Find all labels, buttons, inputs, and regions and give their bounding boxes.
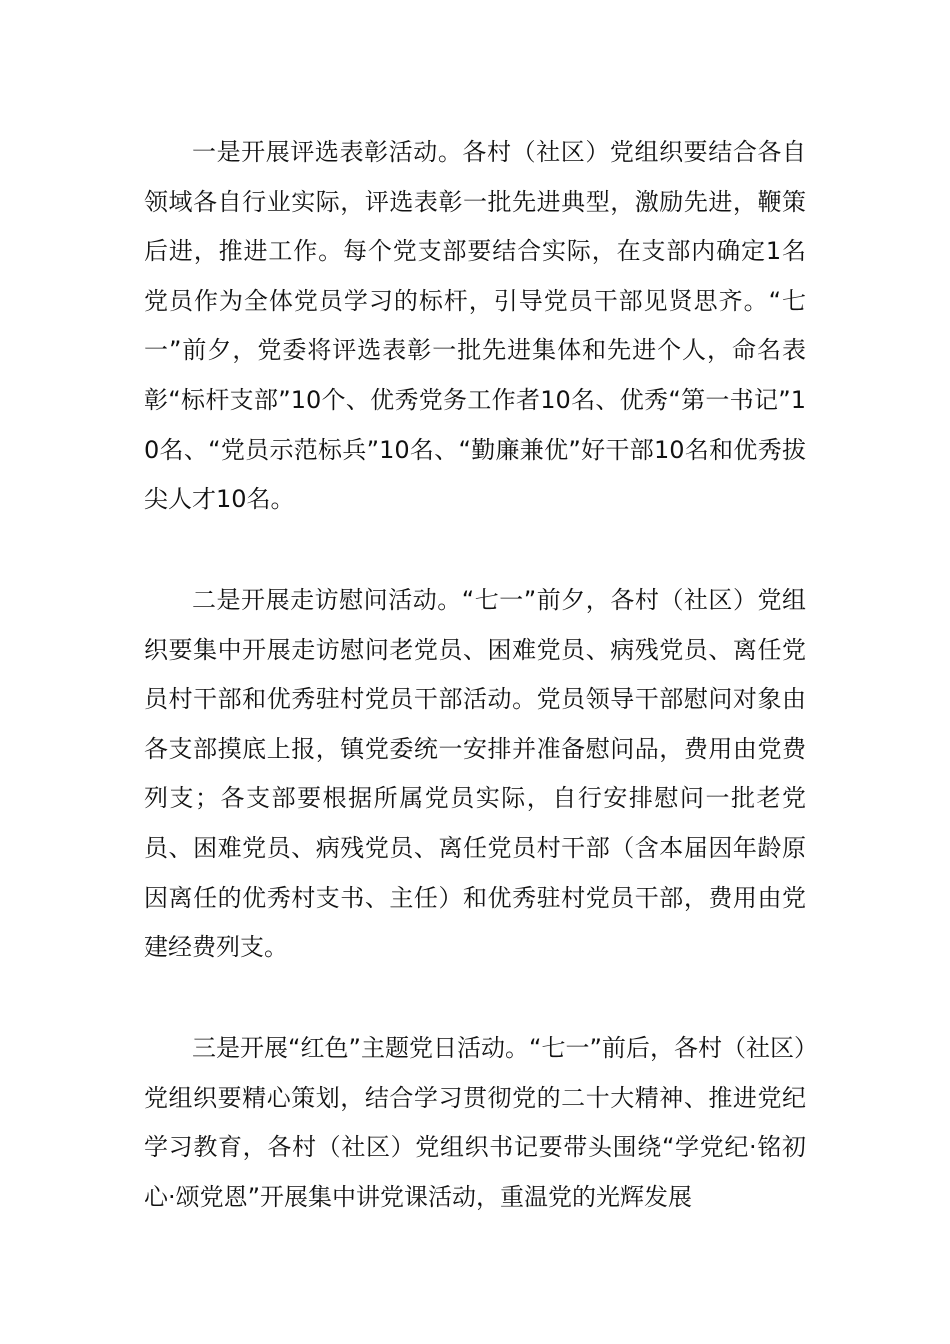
paragraph-party-day: 三是开展“红色”主题党日活动。“七一”前后，各村（社区）党组织要精心策划，结合学习贯彻党的二十大精神、推进党纪学习教育，各村（社区）党组织书记要带头围绕“学党纪·铭初心·颂党恩”开展集中讲党课活动，重温党的光辉发展 (144, 1034, 806, 1211)
paragraph-visits: 二是开展走访慰问活动。“七一”前夕，各村（社区）党组织要集中开展走访慰问老党员、困难党员、病残党员、离任党员村干部和优秀驻村党员干部活动。党员领导干部慰问对象由各支部摸底上报，镇党委统一安排并准备慰问品，费用由党费列支；各支部要根据所属党员实际，自行安排慰问一批老党员、困难党员、病残党员、离任党员村干部（含本届因年龄原因离任的优秀村支书、主任）和优秀驻村党员干部，费用由党建经费列支。 (144, 586, 806, 962)
paragraph-awards: 一是开展评选表彰活动。各村（社区）党组织要结合各自领域各自行业实际，评选表彰一批先进典型，激励先进，鞭策后进，推进工作。每个党支部要结合实际，在支部内确定1名党员作为全体党员学习的标杆，引导党员干部见贤思齐。“七一”前夕，党委将评选表彰一批先进集体和先进个人，命名表彰“标杆支部”10个、优秀党务工作者10名、优秀“第一书记”10名、“党员示范标兵”10名、“勤廉兼优”好干部10名和优秀拔尖人才10名。 (144, 138, 806, 514)
